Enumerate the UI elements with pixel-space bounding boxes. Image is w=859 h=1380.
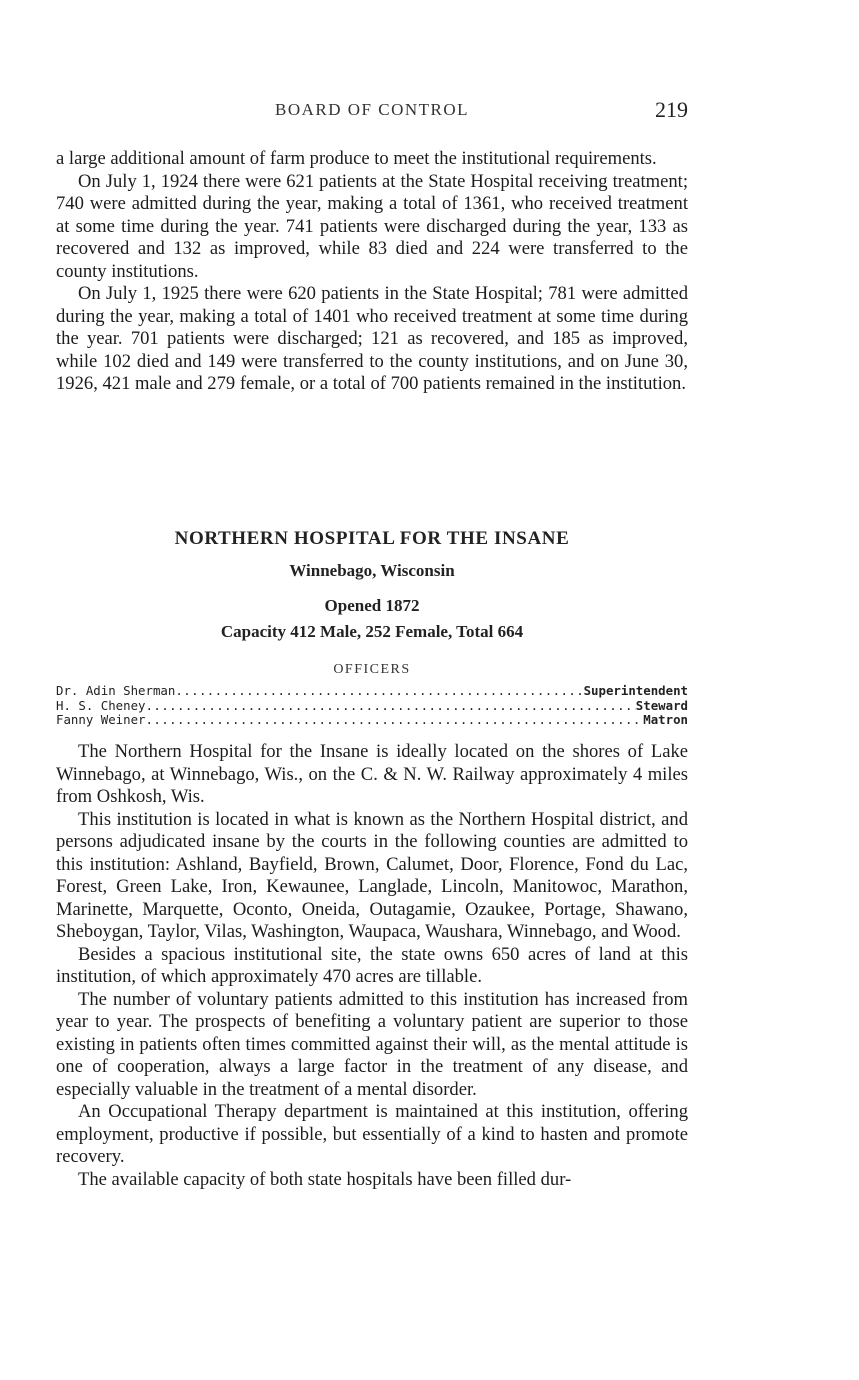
capacity: Capacity 412 Male, 252 Female, Total 664 — [220, 622, 524, 641]
officer-row — [56, 699, 688, 714]
page-number: 219 — [655, 97, 688, 122]
paragraph: On July 1, 1925 there were 620 patients in the State Hospital; 781 were admitted during the year, making a total of 1401 who received treatment at some time during the year. 701 patients were discharged; 121 as recovered, and 185 as improved, while 102 died and 149 were transferred to the county institutions, and on June 30, 1926, 421 male and 279 female, or a total of 700 patients remained in the institution. — [56, 283, 688, 394]
institution-location: Winnebago, Wisconsin — [289, 561, 455, 580]
officers-label: OFFICERS — [333, 662, 411, 677]
officer-row — [56, 684, 688, 699]
paragraph: The number of voluntary patients admitted to this institution has increased from year to year. The prospects of benefiting a voluntary patient are superior to those existing in patients often times committed against their will, as the mental attitude is one of cooperation, always a large factor in the treatment of any disease, and especially valuable in the treatment of a mental disorder. — [56, 988, 688, 1100]
leader-dots — [175, 684, 583, 699]
paragraph: An Occupational Therapy department is maintained at this institution, offering employment, productive if possible, but essentially of a kind to hasten and promote recovery. — [56, 1101, 688, 1167]
top-section — [56, 148, 688, 396]
paragraph: a large additional amount of farm produce to meet the institutional requirements. — [56, 148, 657, 169]
officer-name: Dr. Adin Sherman — [56, 683, 176, 698]
officer-title: Superintendent — [583, 683, 688, 698]
paragraph: On July 1, 1924 there were 621 patients at the State Hospital receiving treatment; 740 were admitted during the year, making a total of 1361, who received treatment at some time during the year. 741 patients were discharged during the year, 133 as recovered and 132 as improved, while 83 died and 224 were transferred to the county institutions. — [56, 170, 688, 282]
officer-name: Fanny Weiner — [56, 712, 146, 727]
leader-dots — [146, 699, 636, 714]
paragraph: The available capacity of both state hospitals have been filled dur- — [78, 1168, 572, 1190]
paragraph: This institution is located in what is known as the Northern Hospital district, and persons adjudicated insane by the courts in the following counties are admitted to this institution: Ashland, Bayfield, Brown, Calumet, Door, Florence, Fond du Lac, Forest, Green Lake, Iron, Kewaunee, Langlade, Lincoln, Manitowoc, Marathon, Marinette, Marquette, Oconto, Oneida, Outagamie, Ozaukee, Portage, Shawano, Sheboygan, Taylor, Vilas, Washington, Waupaca, Waushara, Winnebago, and Wood. — [56, 808, 688, 942]
officer-row — [56, 713, 688, 728]
officer-title: Matron — [643, 712, 688, 727]
institution-name: NORTHERN HOSPITAL FOR THE INSANE — [174, 528, 570, 549]
opened-year: Opened 1872 — [324, 596, 420, 615]
running-title: BOARD OF CONTROL — [274, 100, 470, 119]
officers-list — [56, 684, 688, 728]
paragraph: The Northern Hospital for the Insane is ideally located on the shores of Lake Winnebago, at Winnebago, Wis., on the C. & N. W. Railway approximately 4 miles from Oshkosh, Wis. — [56, 741, 688, 807]
officer-title: Steward — [635, 697, 688, 713]
officer-name: H. S. Cheney — [56, 697, 146, 713]
paragraph: Besides a spacious institutional site, the state owns 650 acres of land at this institution, of which approximately 470 acres are tillable. — [56, 943, 688, 987]
running-head — [56, 97, 688, 126]
leader-dots — [146, 713, 644, 728]
body-section — [56, 741, 688, 1191]
